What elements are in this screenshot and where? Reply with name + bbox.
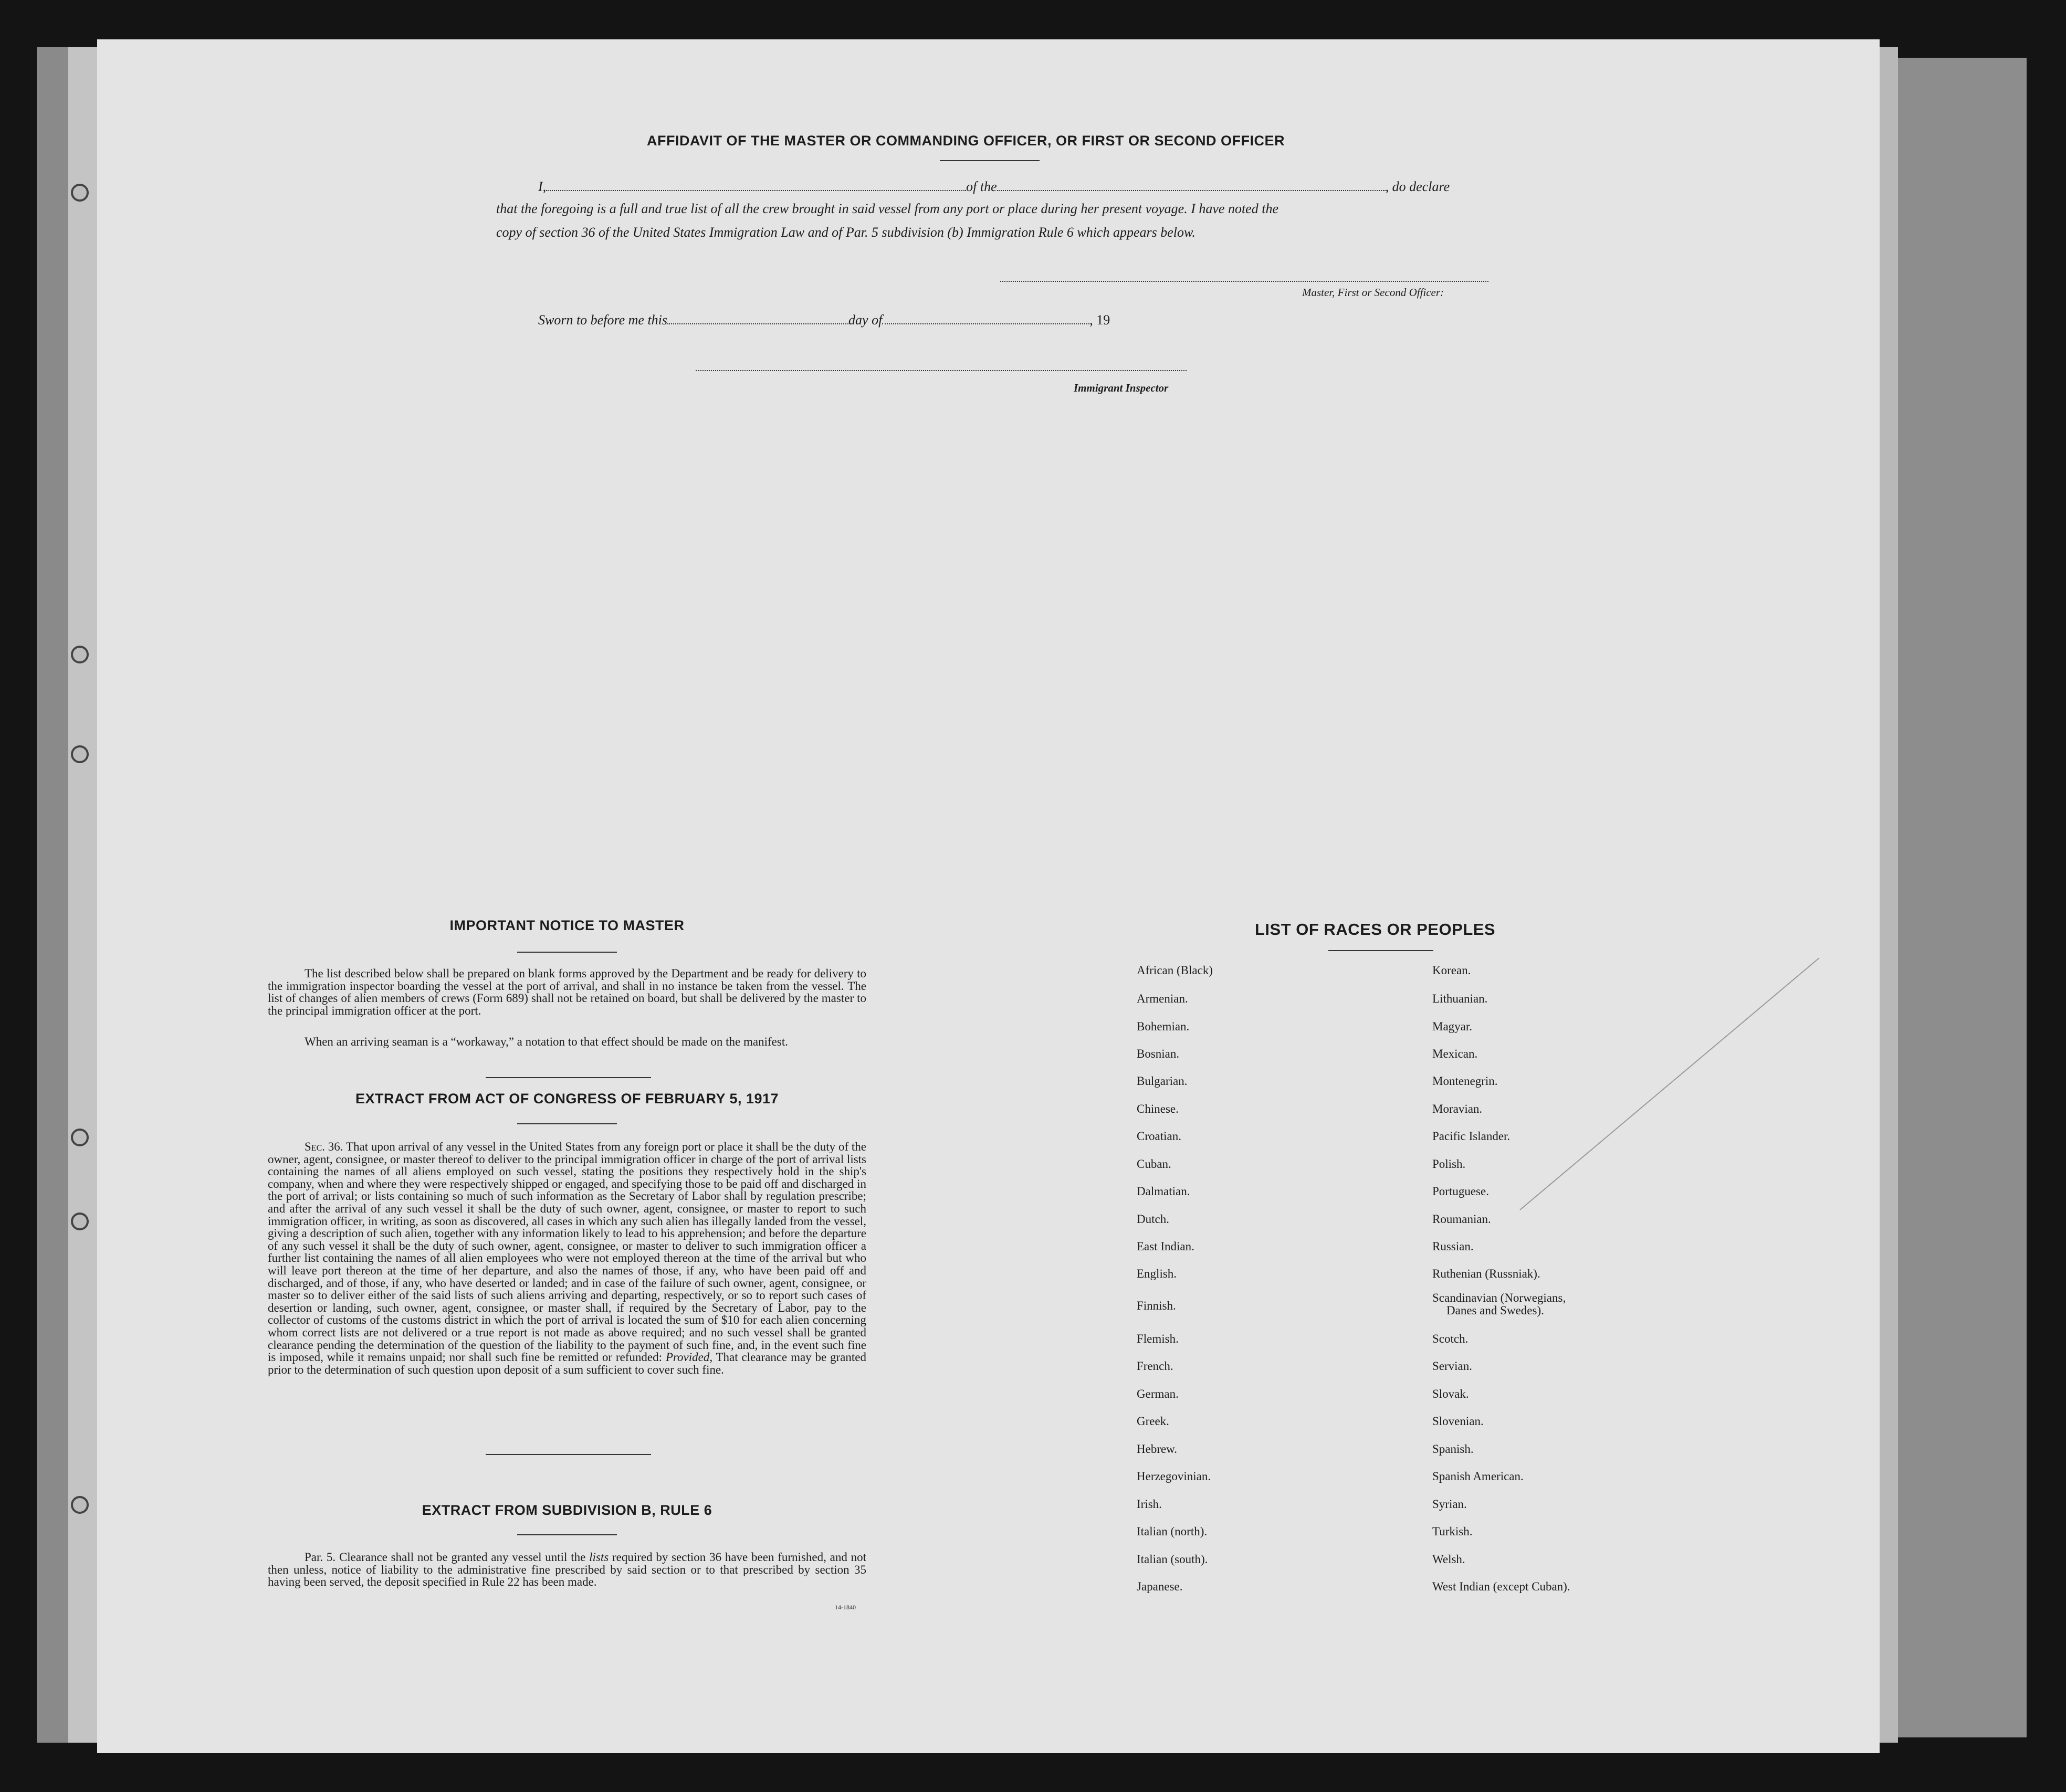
race-item: Montenegrin. bbox=[1432, 1074, 1498, 1088]
race-item: Magyar. bbox=[1432, 1020, 1473, 1033]
act-extract-title: EXTRACT FROM ACT OF CONGRESS OF FEBRUARY 5, 1917 bbox=[355, 1091, 779, 1106]
race-item: Moravian. bbox=[1432, 1102, 1483, 1115]
race-item: Spanish American. bbox=[1432, 1470, 1524, 1483]
race-item: Servian. bbox=[1432, 1359, 1473, 1373]
vessel-name-field[interactable] bbox=[997, 177, 1386, 191]
race-item: Mexican. bbox=[1432, 1047, 1478, 1060]
race-item: Hebrew. bbox=[1137, 1442, 1178, 1456]
lists-word: lists bbox=[589, 1551, 609, 1564]
sworn-day-field[interactable] bbox=[667, 311, 848, 324]
binder-hole-icon bbox=[71, 745, 89, 763]
race-item: Bosnian. bbox=[1137, 1047, 1180, 1060]
races-underline bbox=[1328, 950, 1433, 951]
sworn-line bbox=[538, 311, 1110, 328]
race-item: French. bbox=[1137, 1359, 1173, 1373]
notice-paragraph-1: The list described below shall be prepared on blank forms approved by the Department and be ready for delivery to the immigration inspector boarding the vessel at the port of arrival, and shall in no instance be taken from the vessel. The list of changes of alien members of crews (Form 689) shall not be retained on board, but shall be delivered by the master to the principal immigration officer at the port. bbox=[268, 967, 866, 1017]
race-item: Finnish. bbox=[1137, 1299, 1176, 1312]
races-title: LIST OF RACES OR PEOPLES bbox=[1255, 920, 1496, 939]
affidavit-title: AFFIDAVIT OF THE MASTER OR COMMANDING OFFICER, OR FIRST OR SECOND OFFICER bbox=[647, 133, 1285, 149]
race-item: Dutch. bbox=[1137, 1213, 1169, 1226]
race-item: Portuguese. bbox=[1432, 1185, 1489, 1198]
race-item: Chinese. bbox=[1137, 1102, 1179, 1115]
race-item: Croatian. bbox=[1137, 1130, 1181, 1143]
binder-hole-icon bbox=[71, 184, 89, 202]
binder-edge-left bbox=[37, 47, 68, 1743]
rule-body-a: Par. 5. Clearance shall not be granted any vessel until the bbox=[305, 1551, 586, 1564]
rule-extract-title: EXTRACT FROM SUBDIVISION B, RULE 6 bbox=[422, 1502, 712, 1518]
affidavit-line-2: that the foregoing is a full and true list of all the crew brought in said vessel from any port or place during her present voyage. I have noted the bbox=[496, 201, 1278, 216]
binder-hole-icon bbox=[71, 1213, 89, 1230]
race-item: Italian (south). bbox=[1137, 1553, 1208, 1566]
race-item: Spanish. bbox=[1432, 1442, 1474, 1456]
affidavit-declare-label: , do declare bbox=[1385, 179, 1450, 194]
affidavit-of-the-label: of the bbox=[966, 179, 997, 194]
race-item: Pacific Islander. bbox=[1432, 1130, 1511, 1143]
race-item: African (Black) bbox=[1137, 964, 1213, 977]
document-page bbox=[97, 39, 1880, 1753]
race-item: Ruthenian (Russniak). bbox=[1432, 1267, 1540, 1280]
race-item: Bohemian. bbox=[1137, 1020, 1190, 1033]
race-item: Irish. bbox=[1137, 1498, 1162, 1511]
rule-paragraph bbox=[268, 1551, 866, 1588]
race-item: Flemish. bbox=[1137, 1332, 1179, 1345]
race-item: Herzegovinian. bbox=[1137, 1470, 1211, 1483]
act-extract-underline bbox=[517, 1123, 617, 1124]
affidavit-declaration-line bbox=[538, 177, 1450, 195]
inspector-caption: Immigrant Inspector bbox=[1074, 382, 1169, 394]
day-of-label: day of bbox=[848, 312, 883, 328]
title-underline bbox=[940, 160, 1040, 161]
race-item: Armenian. bbox=[1137, 992, 1188, 1005]
rule-body-b: required by section 36 have been furnished, and not then unless, notice of liability to the administrative fine prescribed by said section or to that prescribed by section 35 having been served, the deposit specified in Rule 22 has been made. bbox=[268, 1551, 867, 1589]
race-item: West Indian (except Cuban). bbox=[1432, 1580, 1570, 1593]
race-item: Polish. bbox=[1432, 1157, 1466, 1171]
sworn-label: Sworn to before me this bbox=[538, 312, 668, 328]
section-body-b: That clearance may be granted prior to the determination of such question upon deposit of a sum sufficient to cover such fine. bbox=[268, 1351, 866, 1376]
race-item: Turkish. bbox=[1432, 1525, 1473, 1538]
race-item: Roumanian. bbox=[1432, 1213, 1491, 1226]
binder-hole-icon bbox=[71, 646, 89, 663]
master-signature-caption: Master, First or Second Officer: bbox=[1302, 286, 1444, 299]
race-item: Slovenian. bbox=[1432, 1415, 1484, 1428]
race-item: Scotch. bbox=[1432, 1332, 1469, 1345]
race-item: Cuban. bbox=[1137, 1157, 1171, 1171]
race-item: East Indian. bbox=[1137, 1240, 1194, 1253]
master-signature-field[interactable] bbox=[1000, 281, 1488, 282]
section-body-a: That upon arrival of any vessel in the United States from any foreign port or place it shall be the duty of the owner, agent, consignee, or master thereof to deliver to the principal immigration officer in charge of the port of arrival lists containing the names of all aliens employed on such vessel, stating the positions they respectively hold in the ship's company, when and where they were respectively shipped or engaged, and specifying those to be paid off and discharged in the port of arrival; or lists containing so much of such information as the Secretary of Labor shall by regulation prescribe; and after the arrival of any such vessel it shall be the duty of such owner, agent, consignee, or master to report to such immigration officer, in writing, as soon as discovered, all cases in which any such alien has illegally landed from the vessel, giving a description of such alien, together with any information likely to lead to his apprehension; and before the departure of any such vessel it shall be the duty of such owner, agent, consignee, or master to deliver to such immigration officer a further list containing the names of all alien employees who were not employed thereon at the time of the arrival but who will leave port thereon at the time of her departure, and also the names of those, if any, who have been paid off and discharged, and of those, if any, who have deserted or landed; and in case of the failure of such owner, agent, consignee, or master so to deliver either of the said lists of such aliens arriving and departing, respectively, or so to report such cases of desertion or landing, such owner, agent, consignee, or master shall, if required by the Secretary of Labor, pay to the collector of customs of the customs district in which the port of arrival is located the sum of $10 for each alien concerning whom correct lists are not delivered or a true report is not made as above required; and no such vessel shall be granted clearance pending the determination of the question of the liability to the payment of such fine, and, in the event such fine is imposed, while it remains unpaid; nor shall such fine be remitted or refunded: bbox=[268, 1140, 866, 1364]
race-item: Lithuanian. bbox=[1432, 992, 1488, 1005]
race-item: English. bbox=[1137, 1267, 1177, 1280]
section-divider bbox=[486, 1454, 651, 1455]
race-item: Welsh. bbox=[1432, 1553, 1465, 1566]
inspector-signature-field[interactable] bbox=[696, 370, 1187, 371]
race-item: Korean. bbox=[1432, 964, 1471, 977]
race-item: Scandinavian (Norwegians, bbox=[1432, 1291, 1566, 1304]
binder-edge-right bbox=[1898, 58, 2027, 1737]
race-item: Dalmatian. bbox=[1137, 1185, 1190, 1198]
race-item: Syrian. bbox=[1432, 1498, 1467, 1511]
section-label: Sec. 36. bbox=[305, 1140, 343, 1153]
race-item-continuation: Danes and Swedes). bbox=[1446, 1304, 1544, 1317]
act-section-36-text bbox=[268, 1141, 866, 1376]
notice-paragraph-2: When an arriving seaman is a “workaway,” a notation to that effect should be made on the manifest. bbox=[305, 1035, 788, 1048]
year-prefix: , 19 bbox=[1089, 312, 1110, 328]
sworn-month-field[interactable] bbox=[882, 311, 1089, 324]
rule-extract-underline bbox=[517, 1534, 617, 1535]
binder-edge-left-inner bbox=[68, 47, 97, 1743]
section-divider bbox=[486, 1077, 651, 1078]
provided-word: Provided, bbox=[665, 1351, 713, 1364]
form-number: 14-1840 bbox=[835, 1604, 856, 1611]
race-item: Greek. bbox=[1137, 1415, 1169, 1428]
binder-hole-icon bbox=[71, 1129, 89, 1146]
race-item: Italian (north). bbox=[1137, 1525, 1208, 1538]
race-item: Russian. bbox=[1432, 1240, 1474, 1253]
race-item: Bulgarian. bbox=[1137, 1074, 1188, 1088]
master-name-field[interactable] bbox=[546, 177, 966, 191]
pencil-stroke-mark bbox=[1515, 953, 1830, 1215]
race-item: Slovak. bbox=[1432, 1387, 1469, 1400]
binder-hole-icon bbox=[71, 1496, 89, 1514]
affidavit-i-label: I, bbox=[538, 179, 547, 194]
affidavit-line-3: copy of section 36 of the United States Immigration Law and of Par. 5 subdivision (b) Immigration Rule 6 which appears below. bbox=[496, 225, 1195, 240]
page-edge-right bbox=[1880, 47, 1898, 1743]
notice-underline bbox=[517, 952, 617, 953]
race-item: German. bbox=[1137, 1387, 1179, 1400]
race-item: Japanese. bbox=[1137, 1580, 1183, 1593]
notice-title: IMPORTANT NOTICE TO MASTER bbox=[449, 918, 685, 933]
